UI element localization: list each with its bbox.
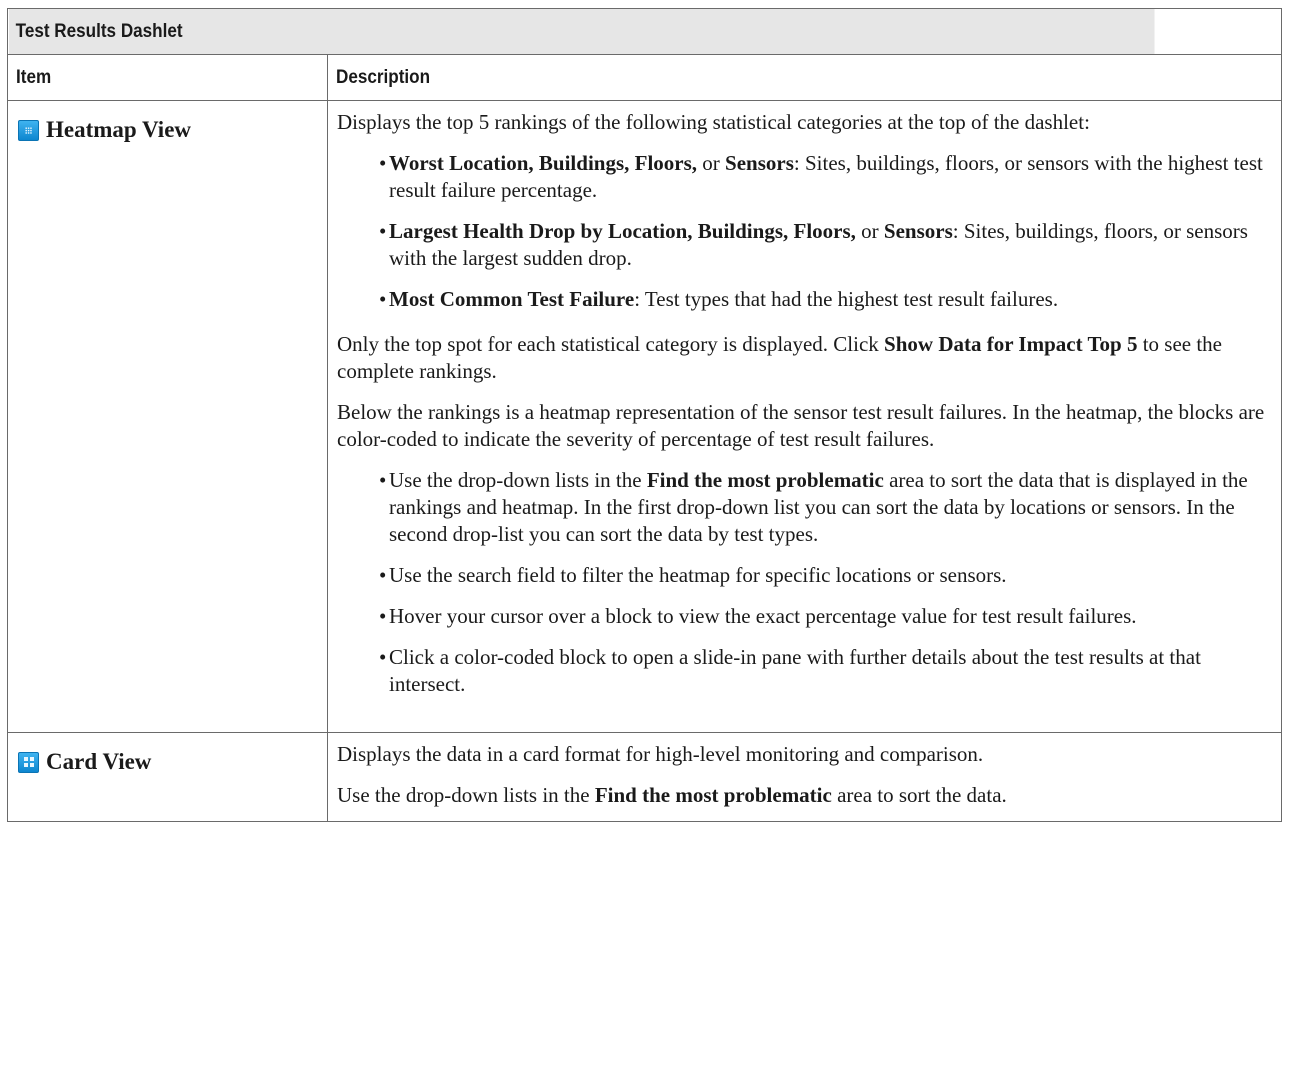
heatmap-usage-list bbox=[337, 467, 1271, 698]
heatmap-paragraph: Below the rankings is a heatmap representation of the sensor test result failures. In the heatmap, the blocks are color-coded to indicate the severity of percentage of test result failures. bbox=[337, 400, 1265, 451]
description-cell-heatmap bbox=[328, 101, 1282, 733]
table-row-heatmap bbox=[8, 101, 1282, 733]
table-title: Test Results Dashlet bbox=[8, 9, 1155, 55]
column-header-description: Description bbox=[328, 55, 1282, 101]
heatmap-view-label: Heatmap View bbox=[46, 117, 192, 142]
list-item: • Most Common Test Failure: Test types that had the highest test result failures. bbox=[379, 286, 1271, 313]
rankings-list bbox=[337, 150, 1271, 313]
list-item: • Hover your cursor over a block to view the exact percentage value for test result failures. bbox=[379, 603, 1271, 630]
description-cell-card bbox=[328, 733, 1282, 822]
heatmap-view-icon bbox=[18, 120, 39, 141]
heatmap-paragraph: Only the top spot for each statistical category is displayed. Click Show Data for Impact Top 5 to see the complete rankings. bbox=[337, 332, 1223, 383]
card-paragraph: Displays the data in a card format for high-level monitoring and comparison. bbox=[337, 742, 984, 766]
test-results-dashlet-table bbox=[7, 8, 1282, 822]
list-item: • Largest Health Drop by Location, Buildings, Floors, or Sensors: Sites, buildings, floors, or sensors with the largest sudden drop. bbox=[379, 218, 1271, 272]
item-cell-card bbox=[8, 733, 328, 822]
list-item: • Use the drop-down lists in the Find the most problematic area to sort the data that is displayed in the rankings and heatmap. In the first drop-down list you can sort the data by locations or sensors. In the second drop-list you can sort the data by test types. bbox=[379, 467, 1271, 548]
item-cell-heatmap bbox=[8, 101, 328, 733]
heatmap-intro: Displays the top 5 rankings of the following statistical categories at the top of the dashlet: bbox=[337, 110, 1090, 134]
table-row-card bbox=[8, 733, 1282, 822]
card-view-label: Card View bbox=[46, 749, 152, 774]
card-paragraph: Use the drop-down lists in the Find the most problematic area to sort the data. bbox=[337, 783, 1007, 807]
list-item: • Click a color-coded block to open a slide-in pane with further details about the test results at that intersect. bbox=[379, 644, 1271, 698]
list-item: • Use the search field to filter the heatmap for specific locations or sensors. bbox=[379, 562, 1271, 589]
card-view-icon bbox=[18, 752, 39, 773]
list-item: • Worst Location, Buildings, Floors, or Sensors: Sites, buildings, floors, or sensors with the highest test result failure percentage. bbox=[379, 150, 1271, 204]
column-header-item: Item bbox=[8, 55, 328, 101]
